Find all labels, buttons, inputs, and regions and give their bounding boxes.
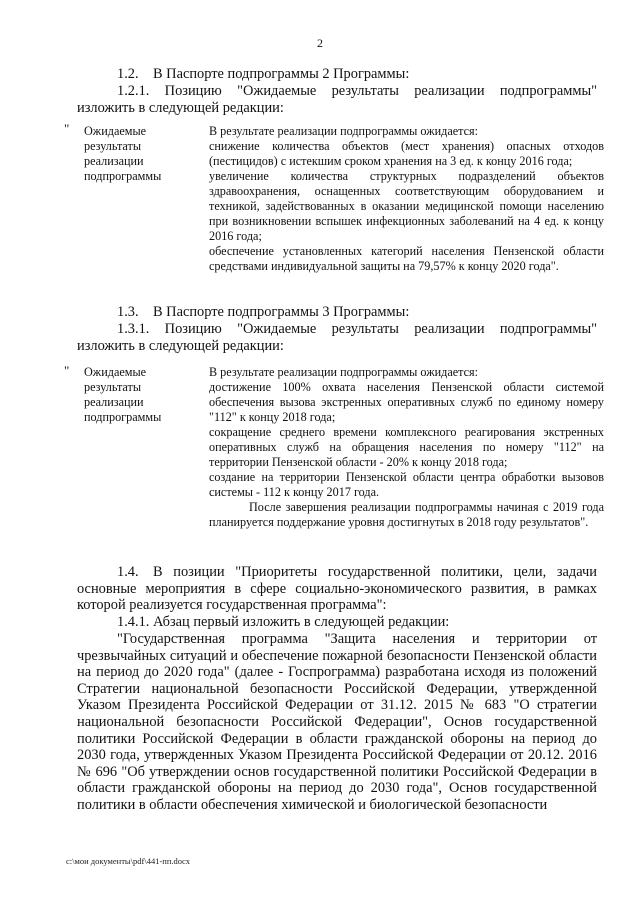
section-1-3-1-text: 1.3.1. Позицию "Ожидаемые результаты реализации подпрограммы" изложить в следующей редакции: [77,321,597,354]
list-item: достижение 100% охвата населения Пензенской области системой обеспечения вызова экстренных оперативных служб по единому номеру "112" к концу 2018 года; [209,380,604,425]
row-value [209,365,604,531]
list-item: В результате реализации подпрограммы ожидается: [209,365,479,379]
list-item: создание на территории Пензенской области центра обработки вызовов системы - 112 к концу 2017 года. [209,470,604,500]
list-item: В результате реализации подпрограммы ожидается: [209,124,479,138]
list-item: сокращение среднего времени комплексного реагирования экстренных оперативных служб на обращения населения по номеру "112" на территории Пензенской области - 20% к концу 2018 года; [209,425,604,470]
section-1-2-heading: 1.2. В Паспорте подпрограммы 2 Программы: [117,66,410,82]
row-label: Ожидаемые результаты реализации подпрограммы [84,365,162,425]
quote-mark-open: " [64,363,70,378]
list-item: снижение количества объектов (мест хранения) опасных отходов (пестицидов) с истекшим сроком хранения на 3 ед. к концу 2016 года; [209,139,604,169]
row-label: Ожидаемые результаты реализации подпрограммы [84,124,162,184]
row-value [209,124,604,274]
section-1-3-heading: 1.3. В Паспорте подпрограммы 3 Программы: [117,304,410,320]
list-item: обеспечение установленных категорий населения Пензенской области средствами индивидуальной защиты на 79,57% к концу 2020 года". [209,244,604,274]
file-path-footer: c:\мои документы\pdf\441-пп.docx [66,856,191,866]
section-1-4-1-body: "Государственная программа "Защита населения и территории от чрезвычайных ситуаций и обеспечение пожарной безопасности Пензенской области на период до 2020 года" (далее - Госпрограмма) разработана исходя из положений Стратегии национальной безопасности Российской Федерации, утвержденной Указом Президента Российской Федерации от 31.12. 2015 № 683 "О стратегии национальной безопасности Российской Федерации", Основ государственной политики Российской Федерации в области гражданской обороны на период до 2030 года, утвержденных Указом Президента Российской Федерации от 20.12. 2016 № 696 "Об утверждении основ государственной политики Российской Федерации в области гражданской обороны на период до 2030 года", Основ государственной политики в области обеспечения химической и биологической безопасности [77,631,597,813]
section-1-2-1-text: 1.2.1. Позицию "Ожидаемые результаты реализации подпрограммы" изложить в следующей редакции: [77,83,597,116]
list-item: увеличение количества структурных подразделений объектов здравоохранения, оснащенных соответствующим оборудованием и техникой, задействованных в оказании медицинской помощи населению при возникновении вспышек инфекционных заболеваний на 4 ед. к концу 2016 года; [209,169,604,244]
section-1-4-heading: 1.4. В позиции "Приоритеты государственной политики, цели, задачи основные мероприятия в сфере социально-экономического развития, в рамках которой реализуется государственная программа": [77,564,597,614]
list-item: После завершения реализации подпрограммы начиная с 2019 года планируется поддержание уровня достигнутых в 2018 году результатов". [209,500,604,530]
quote-mark-open: " [64,121,70,136]
page-number: 2 [317,36,323,50]
section-1-4-1-text: 1.4.1. Абзац первый изложить в следующей редакции: [117,614,450,630]
